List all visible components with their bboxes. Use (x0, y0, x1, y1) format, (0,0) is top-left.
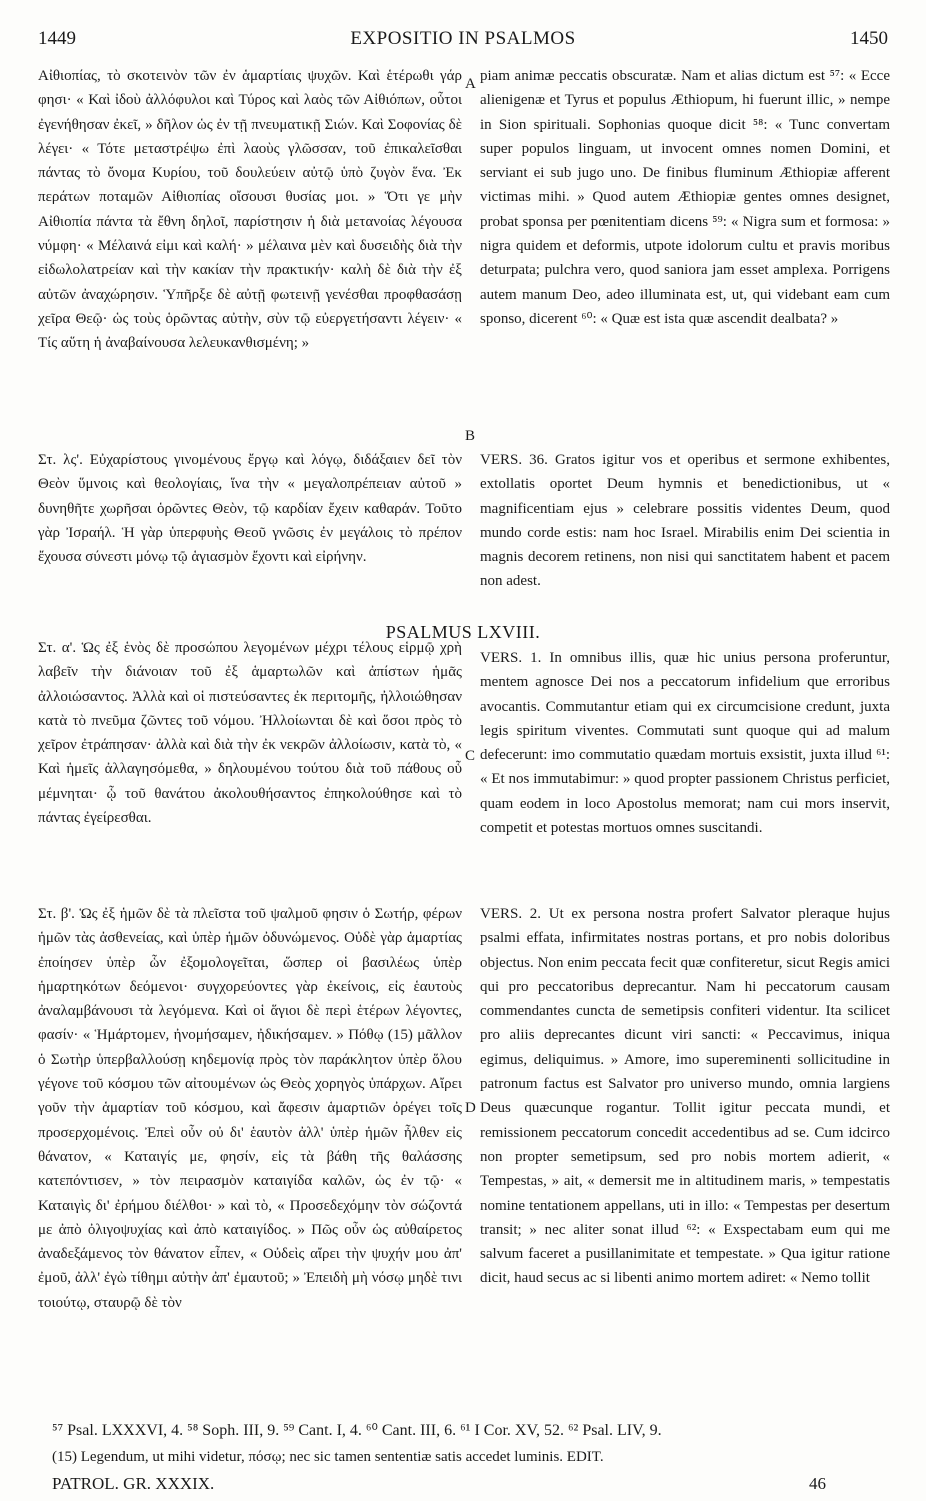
page-header (38, 28, 888, 58)
greek-column-vers2 (38, 902, 462, 1315)
right-page-number: 1450 (850, 28, 888, 49)
greek-paragraph: Αἰθιοπίας, τὸ σκοτεινὸν τῶν ἐν ἁμαρτίαις ψυχῶν. Καὶ ἑτέρωθι γάρ φησι· « Καὶ ἰδοὺ ἀλλόφυλοι καὶ Τύρος καὶ λαὸς τῶν Αἰθιόπων, οὗτοι ἐγενήθησαν ἐκεῖ, » δῆλον ὡς ἐν τῇ πνευματικῇ Σιών. Καὶ Σοφονίας δὲ λέγει· « Τότε μεταστρέψω ἐπὶ λαοὺς γλῶσσαν, τοῦ ἐπικαλεῖσθαι πάντας τὸ ὄνομα Κυρίου, τοῦ δουλεύειν αὐτῷ ὑπὸ ζυγὸν ἕνα. Ἐκ περάτων ποταμῶν Αἰθιοπίας οἴσουσι θυσίας μοι. » Ὅτι γε μὴν Αἰθιοπία πάντα τὰ ἔθνη δηλοῖ, παρίστησιν ἡ διὰ μετανοίας λέγουσα νύμφη· « Μέλαινά εἰμι καὶ καλή· » μέλαινα μὲν καὶ δυσειδὴς διὰ τὴν εἰδωλολατρείαν καὶ τὴν κακίαν τὴν πρακτικήν· καλὴ δὲ διὰ τὴν ἐξ αὐτῶν ἀναχώρησιν. Ὑπῆρξε δὲ αὐτῇ φωτεινῇ γενέσθαι προφθασάσῃ χεῖρα Θεῷ· ὡς τοὺς ὁρῶντας αὐτὴν, σὺν τῷ εὐεργετήσαντι λέγειν· « Τίς αὕτη ἡ ἀναβαίνουσα λελευκανθισμένη; » (38, 68, 462, 352)
margin-letter-b: B (465, 428, 476, 444)
patrol-signature: PATROL. GR. XXXIX. (52, 1474, 215, 1493)
latin-column-top (480, 64, 890, 331)
margin-letter-c: C (465, 748, 476, 764)
greek-column-vers36 (38, 448, 462, 569)
printer-signature-line (52, 1474, 886, 1494)
latin-paragraph: VERS. 1. In omnibus illis, quæ hic unius persona proferuntur, mentem agnosce Dei nos a peccatorum infidelium que erroribus avocantis. Commutantur etiam qui ex circumcisione credunt, juxta legis spiritum viventes. Commutati sunt quoque qui ad malum defecerunt: imo commutatio quædam mortuis exsistit, juxta illud ⁶¹: « Et nos immutabimur: » quod propter passionem Christus perficiet, quam eodem in loco Apostolus memorat; nam cui mors inservit, competit et potestas mortuos omnes suscitandi. (480, 650, 890, 837)
editor-note: (15) Legendum, ut mihi videtur, πόσῳ; nec sic tamen sententiæ satis accedet luminis. EDIT. (52, 1449, 604, 1465)
left-page-number: 1449 (38, 28, 76, 49)
margin-letter-d: D (465, 1100, 476, 1116)
greek-column-vers1 (38, 636, 462, 830)
gathering-number: 46 (809, 1474, 826, 1493)
latin-column-vers1 (480, 646, 890, 840)
running-title: EXPOSITIO IN PSALMOS (350, 28, 576, 49)
latin-paragraph: VERS. 2. Ut ex persona nostra profert Salvator pleraque hujus psalmi effata, infirmitates nostras portans, et pro nobis doloribus objectus. Non enim peccata fecit quæ confiteretur, sicut Regis amici qui pro peccatoribus deprecantur. Nam hi peccatorum causam commendantes cuncta de semetipsis confiteri videntur. Ita scilicet pro aliis deprecantes dicunt viri sancti: « Peccavimus, iniqua egimus, deliquimus. » Amore, imo supereminenti sollicitudine in patronum factus est Salvator pro universo mundo, omnia largiens Deus quæcunque rogantur. Tollit igitur peccata mundi, et remissionem peccatorum concedit accedentibus ad se. Cum idcirco non propter semetipsum, sed pro nobis mortem adierit, « Tempestas, » ait, « demersit me in altitudinem maris, » tempestatis nomine tentationem appellans, uti in illo: « Tempestas per desertum transit; » nec aliter sonat illud ⁶²: « Exspectabam eum qui me salvum faceret a pusillanimitate et tempestate. » Qua igitur ratione dicit, haud secus ac si libenti animo mortem adiret: « Nemo tollit (480, 906, 890, 1287)
latin-column-vers2 (480, 902, 890, 1291)
greek-column-top (38, 64, 462, 356)
scripture-references: ⁵⁷ Psal. LXXXVI, 4. ⁵⁸ Soph. III, 9. ⁵⁹ Cant. I, 4. ⁶⁰ Cant. III, 6. ⁶¹ I Cor. XV, 52. ⁶² Psal. LIV, 9. (52, 1422, 662, 1439)
latin-paragraph: VERS. 36. Gratos igitur vos et operibus et sermone exhibentes, extollatis oportet Deum hymnis et benedictionibus, ut « magnificentiam ejus » celebrare possitis videntes Deum, quod mundo corde estis: nam hoc Israel. Mirabilis enim Dei scientia in magnis decorem retinens, non nisi qui sanctitatem habent et pacem non adest. (480, 452, 890, 590)
latin-paragraph: piam animæ peccatis obscuratæ. Nam et alias dictum est ⁵⁷: « Ecce alienigenæ et Tyrus et populus Æthiopum, hi fuerunt illic, » nempe in Sion spirituali. Sophonias quoque dicit ⁵⁸: « Tunc convertam super populos linguam, ut invocent omnes nomen Domini, et serviant ei sub jugo uno. De finibus fluminum Æthiopiæ afferent victimas mihi. » Quod autem Æthiopiæ gentes omnes designet, probat sponsa per pœnitentiam dicens ⁵⁹: « Nigra sum et formosa: » nigra quidem et deformis, utpote idolorum cultu et pravis moribus deturpata; pulchra vero, quod saniora jam esset amplexa. Porrigens autem manum Deo, adeo illuminata est, ut, qui videbant eam cum sponso, dicerent ⁶⁰: « Quæ est ista quæ ascendit dealbata? » (480, 68, 890, 327)
greek-paragraph: Στ. α'. Ὡς ἐξ ἑνὸς δὲ προσώπου λεγομένων μέχρι τέλους εἱρμῷ χρὴ λαβεῖν τὴν διάνοιαν τοῦ ἐξ ἁμαρτωλῶν καὶ ἀπίστων ἡμᾶς ἀλλοιώσαντος. Ἀλλὰ καὶ οἱ πιστεύσαντες ἐκ περιτομῆς, ἠλλοιώθησαν κατὰ τὸ πνεῦμα ζῶντες τοῦ νόμου. Ἠλλοίωνται δὲ καὶ ὅσοι πρὸς τὸ χεῖρον ἐτράπησαν· ἀλλὰ καὶ διὰ τὴν ἐκ νεκρῶν ἀλλοίωσιν, κατὰ τὸ, « Καὶ ἡμεῖς ἀλλαγησόμεθα, » δηλουμένου τούτου διὰ τοῦ πάθους οὗ μέμνηται· ᾧ τοῦ θανάτου ἀκολουθήσαντος ἐπηκολούθησε καὶ τὸ πάντας ἐγείρεσθαι. (38, 640, 462, 827)
greek-paragraph: Στ. β'. Ὡς ἐξ ἡμῶν δὲ τὰ πλεῖστα τοῦ ψαλμοῦ φησιν ὁ Σωτήρ, φέρων ἡμῶν τὰς ἀσθενείας, καὶ ὑπὲρ ἡμῶν ὀδυνώμενος. Οὐδὲ γὰρ ἁμαρτίας ἐποίησεν ὑπὲρ ὧν ἐξομολογεῖται, ὥσπερ οἱ βασιλέως ὑπὲρ ἡμαρτηκότων δεόμενοι· συγχορεύοντες γὰρ ἐκείνοις, εἰς ἑαυτοὺς ἀναλαμβάνουσι τὰ λεγόμενα. Καὶ οἱ ἅγιοι δὲ περὶ ἑτέρων λέγοντες, φασίν· « Ἡμάρτομεν, ἠνομήσαμεν, ἠδικήσαμεν. » Πόθῳ (15) μᾶλλον ὁ Σωτὴρ ὑπερβαλλούσῃ κηδεμονίᾳ πρὸς τὸν παράκλητον ὑπὲρ ὅλου γέγονε τοῦ κόσμου τῶν αἰτουμένων ὡς Θεὸς χορηγὸς ὑπάρχων. Αἴρει γοῦν τὴν ἁμαρτίαν τοῦ κόσμου, καὶ ἄφεσιν ἁμαρτιῶν ὀρέγει τοῖς προσερχομένοις. Ἐπεὶ οὖν οὐ δι' ἑαυτὸν ἀλλ' ὑπὲρ ἡμῶν ἦλθεν εἰς θάνατον, « Καταιγίς με, φησίν, εἰς τὰ βάθη τῆς θαλάσσης κατεπόντισεν, » τὸν πειρασμὸν καταιγίδα καλῶν, ὡς ἐν τῷ· « Καταιγὶς δι' ἐρήμου διέλθοι· » καὶ τὸ, « Προσεδεχόμην τὸν σώζοντά με ἀπὸ ὀλιγοψυχίας καὶ ἀπὸ καταιγίδος. » Πῶς οὖν ὡς αὐθαίρετος ἀναδεξάμενος τὸν θάνατον εἶπεν, « Οὐδεὶς αἴρει τὴν ψυχήν μου ἀπ' ἐμοῦ, ἀλλ' ἐγὼ τίθημι αὐτὴν ἀπ' ἐμαυτοῦ; » Ἐπειδὴ μὴ νόσῳ μηδὲ τινι τοιούτῳ, σταυρῷ δὲ τὸν (38, 906, 462, 1311)
latin-column-vers36 (480, 448, 890, 594)
psalm-title: PSALMUS LXVIII. (385, 622, 541, 642)
greek-paragraph: Στ. λς'. Εὐχαρίστους γινομένους ἔργῳ καὶ λόγῳ, διδάξαιεν δεῖ τὸν Θεὸν ὕμνοις καὶ θεολογίαις, ἵνα τὴν « μεγαλοπρέπειαν αὐτοῦ » δυνηθῆτε χωρῆσαι ὁρῶντες Θεὸν, τῷ καρδίαν ἔχειν καθαράν. Τοῦτο γὰρ Ἰσραήλ. Ἡ γὰρ ὑπερφυὴς Θεοῦ γνῶσις ἐν μεγάλοις τὸ πρέπον ἔχουσα σύνεστι μόνῳ τῷ ἁγιασμὸν ἔχοντι καὶ εἰρήνην. (38, 452, 462, 566)
margin-letter-a: A (465, 76, 476, 92)
